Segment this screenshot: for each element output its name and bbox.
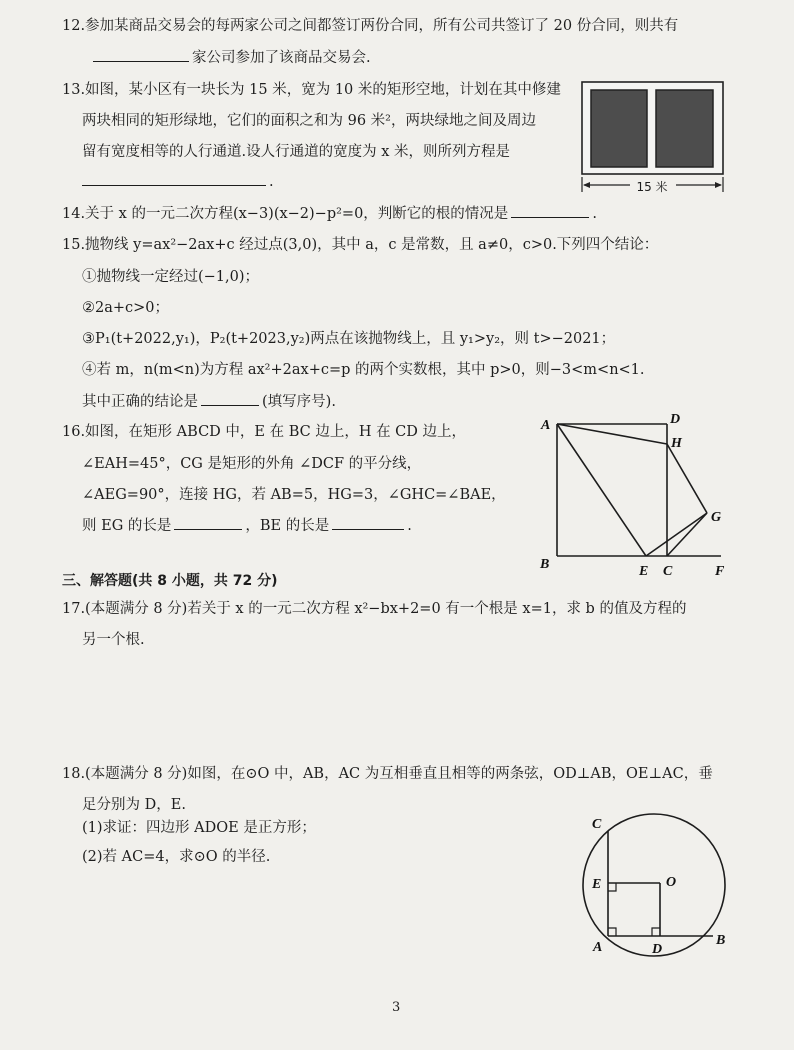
q13-green-plot-right	[656, 90, 713, 167]
q18-label-d: D	[652, 942, 663, 957]
q18-circle-o	[583, 814, 725, 956]
q18-label-b: B	[716, 933, 726, 948]
q16-label-f: F	[715, 564, 725, 579]
q13-end: .	[269, 174, 274, 190]
q16-segment-eg	[646, 513, 707, 556]
q12-answer-blank[interactable]	[93, 47, 189, 62]
page-number: 3	[392, 1000, 401, 1015]
q15-choice-3: ③P₁(t+2022,y₁)，P₂(t+2023,y₂)两点在该抛物线上，且 y₁>y₂，则 t>−2021；	[82, 331, 616, 347]
q16-line4c: .	[407, 518, 412, 534]
q16-line2: ∠EAH=45°，CG 是矩形的外角 ∠DCF 的平分线，	[82, 456, 422, 472]
q18-right-angle-a	[608, 928, 616, 936]
q13-line2: 两块相同的矩形绿地，它们的面积之和为 96 米²，两块绿地之间及周边	[82, 113, 536, 129]
q18-right-angle-d	[652, 928, 660, 936]
q16-label-h: H	[671, 436, 682, 451]
q16-line1: 16.如图，在矩形 ABCD 中，E 在 BC 边上，H 在 CD 边上，	[62, 424, 467, 440]
q18-part2: (2)若 AC=4，求⊙O 的半径.	[82, 849, 271, 865]
q16-answer-blank-be[interactable]	[332, 515, 404, 530]
q18-label-e: E	[592, 877, 602, 892]
q13-line3: 留有宽度相等的人行通道.设人行通道的宽度为 x 米，则所列方程是	[82, 144, 511, 160]
q16-label-a: A	[541, 418, 551, 433]
q16-label-g: G	[711, 510, 722, 525]
q15-choice-4: ④若 m，n(m<n)为方程 ax²+2ax+c=p 的两个实数根，其中 p>0，则−3<m<n<1.	[82, 362, 645, 378]
q14-text: 14.关于 x 的一元二次方程(x−3)(x−2)−p²=0，判断它的根的情况是	[62, 206, 509, 222]
q16-line3: ∠AEG=90°，连接 HG，若 AB=5，HG=3，∠GHC=∠BAE，	[82, 487, 506, 503]
q15-answer-suffix: (填写序号).	[262, 394, 336, 410]
q18-part1: (1)求证：四边形 ADOE 是正方形；	[82, 820, 316, 836]
q17-line1: 17.(本题满分 8 分)若关于 x 的一元二次方程 x²−bx+2=0 有一个根是 x=1，求 b 的值及方程的	[62, 601, 687, 617]
q14-end: .	[592, 206, 597, 222]
q16-label-b: B	[540, 557, 550, 572]
q16-line4a: 则 EG 的长是	[82, 518, 172, 534]
q16-answer-blank-eg[interactable]	[174, 515, 242, 530]
q13-arrow-right	[715, 182, 722, 188]
q17-answer-area[interactable]	[62, 655, 732, 755]
q16-figure	[535, 408, 735, 584]
q12-line2	[90, 46, 371, 67]
q16-segment-cg	[667, 513, 707, 556]
q13-answer-blank[interactable]	[82, 171, 266, 186]
q18-line2: 足分别为 D，E.	[82, 797, 186, 813]
q17-line2: 另一个根.	[82, 632, 145, 648]
q14-answer-blank[interactable]	[511, 203, 589, 218]
q16-segment-hg	[667, 444, 707, 513]
q18-label-c: C	[592, 817, 602, 832]
section-3-title: 三、解答题(共 8 小题，共 72 分)	[62, 573, 278, 589]
q16-segment-ae	[557, 424, 646, 556]
q13-green-plot-left	[591, 90, 647, 167]
q18-right-angle-e	[608, 883, 616, 891]
q12-line1: 12.参加某商品交易会的每两家公司之间都签订两份合同，所有公司共签订了 20 份合同，则共有	[62, 18, 679, 34]
q13-line4	[82, 171, 274, 190]
q12-line2-text: 家公司参加了该商品交易会.	[192, 50, 371, 66]
q16-segment-ah	[557, 424, 667, 444]
q18-figure	[570, 808, 740, 968]
q15-stem: 15.抛物线 y=ax²−2ax+c 经过点(3,0)，其中 a，c 是常数，且 a≠0，c>0.下列四个结论：	[62, 237, 659, 253]
q13-figure-label: 15 米	[636, 180, 668, 194]
q15-answer-blank[interactable]	[201, 391, 259, 406]
q16-line4	[82, 514, 412, 535]
q16-line4b: ，BE 的长是	[245, 518, 330, 534]
q14-line	[62, 202, 597, 223]
q15-answer-line	[82, 390, 336, 411]
q16-label-c: C	[663, 564, 673, 579]
q18-answer-area[interactable]	[62, 872, 562, 1012]
q15-answer-prefix: 其中正确的结论是	[82, 394, 198, 410]
q18-line1: 18.(本题满分 8 分)如图，在⊙O 中，AB，AC 为互相垂直且相等的两条弦，OD⊥AB，OE⊥AC，垂	[62, 766, 713, 782]
q15-choice-1: ①抛物线一定经过(−1,0)；	[82, 269, 260, 285]
q18-label-a: A	[593, 940, 603, 955]
q15-choice-2: ②2a+c>0；	[82, 300, 170, 316]
q13-arrow-left	[583, 182, 590, 188]
q13-line1: 13.如图，某小区有一块长为 15 米，宽为 10 米的矩形空地，计划在其中修建	[62, 82, 561, 98]
q18-label-o: O	[666, 875, 677, 890]
q16-label-d: D	[670, 412, 681, 427]
q16-label-e: E	[639, 564, 649, 579]
